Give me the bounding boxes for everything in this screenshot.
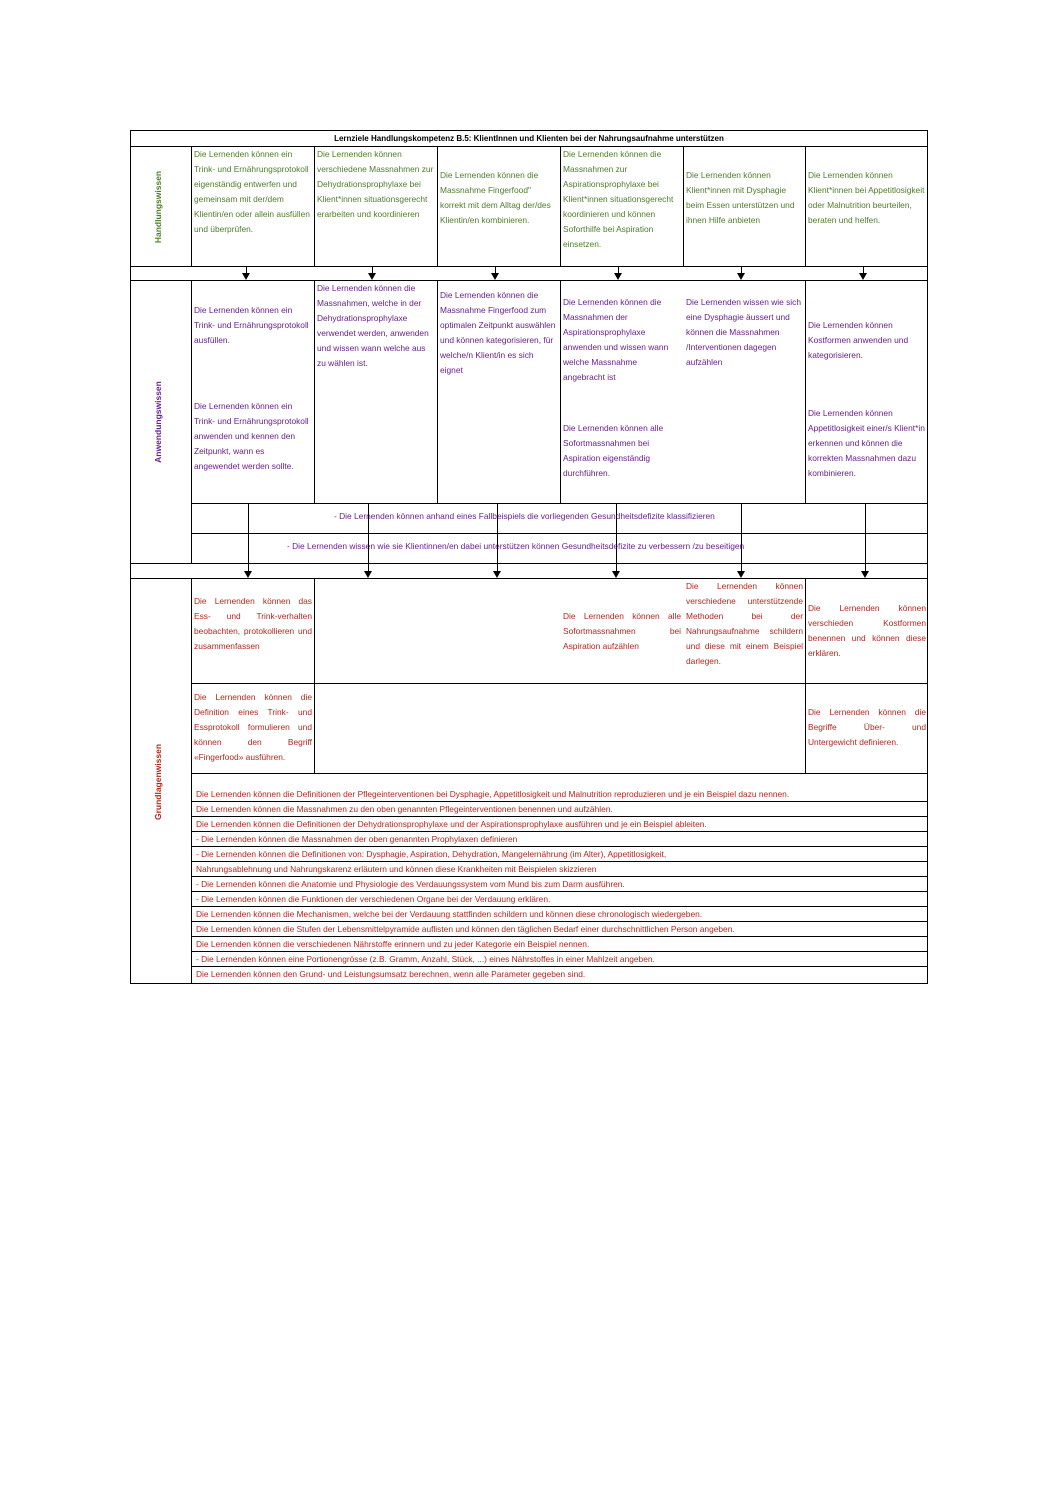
grundlagen-list-item: - Die Lernenden können die Funktionen der verschiedenen Organe bei der Verdauung erklären. (196, 894, 551, 904)
grundlagen-list-item: - Die Lernenden können die Massnahmen der oben genannten Prophylaxen definieren (196, 834, 518, 844)
anwendung-cell-4a: Die Lernenden können die Massnahmen der Aspirationsprophylaxe anwenden und wissen wann welche Massnahme angebracht ist (563, 297, 669, 382)
arrow-head (493, 571, 501, 578)
divider (191, 146, 192, 266)
section-label-grundlagen: Grundlagenwissen (153, 743, 163, 821)
divider (437, 280, 438, 503)
handlung-cell-2: Die Lernenden können verschiedene Massnahmen zur Dehydrationsprophylaxe bei Klient*innen situationsgerecht erarbeiten und koordinieren (317, 149, 434, 219)
divider (314, 146, 315, 266)
arrow-head (368, 273, 376, 280)
arrow-line (497, 503, 498, 572)
section-label-handlung: Handlungswissen (153, 170, 163, 244)
grundlagen-list-item: Die Lernenden können die Definitionen der Dehydrationsprophylaxe und der Aspirationsprophylaxe ausführen und je ein Beispiel ableiten. (196, 819, 707, 829)
divider (191, 280, 192, 563)
anwendung-cell-4b: Die Lernenden können alle Sofortmassnahmen bei Aspiration eigenständig durchführen. (563, 423, 664, 478)
section-label-anwendung: Anwendungswissen (153, 381, 163, 463)
anwendung-cell-3: Die Lernenden können die Massnahme Fingerfood zum optimalen Zeitpunkt auswählen und können kategorisieren, für welche/n Klient/in es sich eignet (440, 290, 556, 375)
arrow-line (616, 503, 617, 572)
grundlagen-cell-5: Die Lernenden können verschiedene unterstützende Methoden bei der Nahrungsaufnahme schildern und diese mit einem Beispiel darlegen. (686, 581, 803, 666)
divider (130, 578, 928, 579)
grundlagen-list-item: Die Lernenden können die verschiedenen Nährstoffe erinnern und zu jeder Kategorie ein Beispiel nennen. (196, 939, 590, 949)
anwendung-cell-1b: Die Lernenden können ein Trink- und Ernährungsprotokoll anwenden und kennen den Zeitpunkt, wann es angewendet werden sollte. (194, 401, 309, 471)
divider (130, 563, 928, 564)
divider (191, 773, 928, 774)
arrow-head (612, 571, 620, 578)
divider (560, 146, 561, 266)
grundlagen-cell-1b: Die Lernenden können die Definition eines Trink- und Essprotokoll formulieren und können den Begriff «Fingerfood» ausführen. (194, 692, 312, 762)
anwendung-cell-5: Die Lernenden wissen wie sich eine Dysphagie äussert und können die Massnahmen /Interventionen dagegen aufzählen (686, 297, 801, 367)
anwendung-cell-6a: Die Lernenden können Kostformen anwenden und kategorisieren. (808, 320, 909, 360)
arrow-head (242, 273, 250, 280)
divider (314, 280, 315, 503)
grundlagen-list-item: Nahrungsablehnung und Nahrungskarenz erläutern und können diese Krankheiten mit Beispielen skizzieren (196, 864, 597, 874)
arrow-head (737, 571, 745, 578)
grundlagen-list-item: Die Lernenden können die Massnahmen zu den oben genannten Pflegeinterventionen benennen und aufzählen. (196, 804, 613, 814)
divider (437, 146, 438, 266)
divider (130, 280, 928, 281)
handlung-cell-5: Die Lernenden können Klient*innen mit Dysphagie beim Essen unterstützen und ihnen Hilfe anbieten (686, 170, 795, 225)
arrow-head (491, 273, 499, 280)
arrow-line (368, 503, 369, 572)
divider (191, 533, 928, 534)
grundlagen-list-item: Die Lernenden können die Stufen der Lebensmittelpyramide auflisten und können den täglichen Bedarf einer durchschnittlichen Person angeben. (196, 924, 735, 934)
handlung-cell-1: Die Lernenden können ein Trink- und Ernährungsprotokoll eigenständig entwerfen und gemeinsam mit der/dem Klientin/en oder allein ausfüllen und überprüfen. (194, 149, 310, 234)
arrow-head (614, 273, 622, 280)
page-title: Lernziele Handlungskompetenz B.5: KlientInnen und Klienten bei der Nahrungsaufnahme unterstützen (131, 131, 927, 147)
handlung-cell-4: Die Lernenden können die Massnahmen zur Aspirationsprophylaxe bei Klient*innen situationsgerecht koordinieren und können Soforthilfe bei Aspiration einsetzen. (563, 149, 674, 249)
divider (805, 280, 806, 503)
grundlagen-list-item: Die Lernenden können die Mechanismen, welche bei der Verdauung stattfinden schildern und können diese chronologisch wiedergeben. (196, 909, 703, 919)
divider (805, 146, 806, 266)
arrow-head (244, 571, 252, 578)
arrow-line (741, 503, 742, 572)
arrow-head (861, 571, 869, 578)
divider (191, 683, 928, 684)
arrow-head (737, 273, 745, 280)
anwendung-wide-1: - Die Lernenden können anhand eines Fallbeispiels die vorliegenden Gesundheitsdefizite klassifizieren (334, 511, 715, 521)
grundlagen-cell-6b: Die Lernenden können die Begriffe Über- und Untergewicht definieren. (808, 707, 926, 747)
anwendung-wide-2: - Die Lernenden wissen wie sie Klientinnen/en dabei unterstützen können Gesundheitsdefizite zu verbessern /zu beseitigen (287, 541, 745, 551)
arrow-line (248, 503, 249, 572)
arrow-line (865, 503, 866, 572)
grundlagen-cell-6: Die Lernenden können verschieden Kostformen benennen und können diese erklären. (808, 603, 926, 658)
grundlagen-list-item: - Die Lernenden können eine Portionengrösse (z.B. Gramm, Anzahl, Stück, ...) eines Nährstoffes in einer Mahlzeit angeben. (196, 954, 655, 964)
grundlagen-cell-1: Die Lernenden können das Ess- und Trink-verhalten beobachten, protokollieren und zusammenfassen (194, 596, 312, 651)
anwendung-cell-2: Die Lernenden können die Massnahmen, welche in der Dehydrationsprophylaxe verwendet werden, anwenden und wissen wann welche aus zu wählen ist. (317, 283, 429, 368)
anwendung-cell-6b: Die Lernenden können Appetitlosigkeit einer/s Klient*in erkennen und können die korrekten Massnahmen dazu kombinieren. (808, 408, 925, 478)
divider (191, 578, 192, 984)
arrow-head (364, 571, 372, 578)
grundlagen-list-item: Die Lernenden können den Grund- und Leistungsumsatz berechnen, wenn alle Parameter gegeben sind. (196, 969, 586, 979)
grundlagen-cell-4: Die Lernenden können alle Sofortmassnahmen bei Aspiration aufzählen (563, 611, 681, 651)
divider (314, 578, 315, 773)
divider (560, 280, 561, 503)
divider (130, 266, 928, 267)
handlung-cell-6: Die Lernenden können Klient*innen bei Appetitlosigkeit oder Malnutrition beurteilen, beraten und helfen. (808, 170, 925, 225)
grundlagen-list-item: - Die Lernenden können die Anatomie und Physiologie des Verdauungssystem vom Mund bis zum Darm ausführen. (196, 879, 625, 889)
arrow-head (859, 273, 867, 280)
divider (191, 503, 928, 504)
grundlagen-list-item: - Die Lernenden können die Definitionen von: Dysphagie, Aspiration, Dehydration, Mangelernährung (im Alter), Appetitlosigkeit, (196, 849, 667, 859)
divider (805, 578, 806, 773)
grundlagen-list-item: Die Lernenden können die Definitionen der Pflegeinterventionen bei Dysphagie, Appetitlosigkeit und Malnutrition reproduzieren und je ein Beispiel dazu nennen. (196, 789, 790, 799)
anwendung-cell-1a: Die Lernenden können ein Trink- und Ernährungsprotokoll ausfüllen. (194, 305, 309, 345)
divider (683, 146, 684, 266)
handlung-cell-3: Die Lernenden können die Massnahme Fingerfood" korrekt mit dem Alltag der/des Klientin/en kombinieren. (440, 170, 551, 225)
